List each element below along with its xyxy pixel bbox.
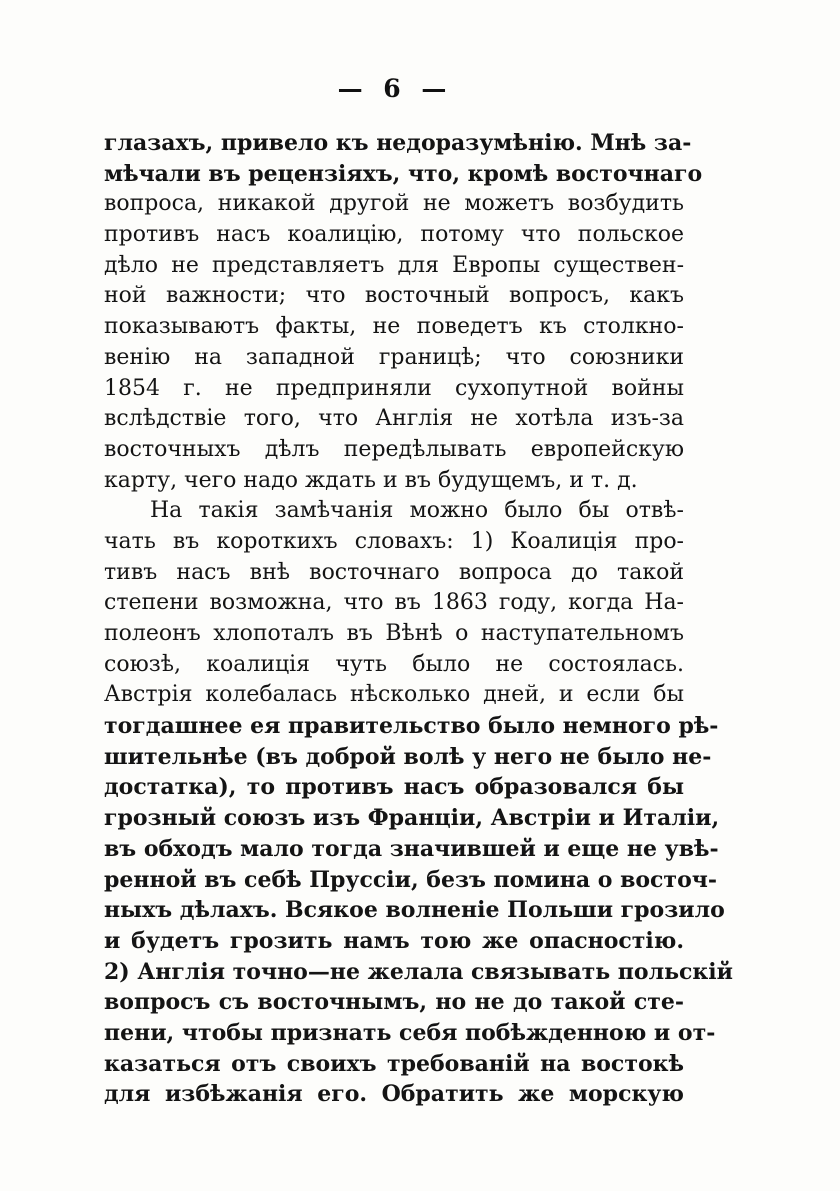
text-line: вслѣдствіе того, что Англія не хотѣла изъ-за	[104, 406, 684, 432]
text-line: достатка), то противъ насъ образовался бы	[104, 774, 684, 801]
text-line: для избѣжанія его. Обратить же морскую	[104, 1081, 684, 1108]
text-line: 1854 г. не предприняли сухопутной войны	[104, 375, 684, 401]
text-line: восточныхъ дѣлъ передѣлывать европейскую	[104, 436, 684, 462]
text-line: 2) Англія точно—не желала связывать польскій	[104, 958, 733, 985]
text-line: пени, чтобы признать себя побѣжденною и от-	[104, 1019, 716, 1046]
text-line: венію на западной границѣ; что союзники	[104, 344, 684, 370]
text-line: тогдашнее ея правительство было немного рѣ-	[104, 713, 719, 740]
text-line: степени возможна, что въ 1863 году, когда На-	[104, 590, 684, 616]
text-line: полеонъ хлопоталъ въ Вѣнѣ о наступательномъ	[104, 621, 684, 646]
text-line: показываютъ факты, не поведетъ къ столкно-	[104, 314, 684, 340]
text-line: ныхъ дѣлахъ. Всякое волненіе Польши грозило	[104, 897, 725, 924]
text-line: въ обходъ мало тогда значившей и еще не увѣ-	[104, 835, 719, 862]
text-line: Австрія колебалась нѣсколько дней, и если бы	[104, 682, 684, 708]
text-line: грозный союзъ изъ Франціи, Австріи и Италіи,	[104, 805, 720, 832]
text-line: вопросъ съ восточнымъ, но не до такой сте-	[104, 989, 684, 1016]
text-line: ренной въ себѣ Пруссіи, безъ помина о восточ-	[104, 866, 717, 893]
page-number: — 6 —	[337, 74, 453, 103]
text-line: союзѣ, коалиція чуть было не состоялась.	[104, 651, 684, 677]
text-line: и будетъ грозить намъ тою же опасностію.	[104, 927, 684, 954]
text-line: На такія замѣчанія можно было бы отвѣ-	[150, 498, 684, 524]
text-line: глазахъ, привело къ недоразумѣнію. Мнѣ за-	[104, 130, 692, 156]
text-line: дѣло не представляетъ для Европы существен-	[104, 252, 684, 278]
text-line: мѣчали въ рецензіяхъ, что, кромѣ восточнаго	[104, 160, 703, 187]
text-line: вопроса, никакой другой не можетъ возбудить	[104, 191, 684, 217]
text-line: шительнѣе (въ доброй волѣ у него не было не-	[104, 743, 712, 770]
text-line: карту, чего надо ждать и въ будущемъ, и т. д.	[104, 467, 638, 493]
text-line: чать въ короткихъ словахъ: 1) Коалиція про-	[104, 528, 684, 554]
text-line: тивъ насъ внѣ восточнаго вопроса до такой	[104, 559, 684, 585]
text-line: ной важности; что восточный вопросъ, какъ	[104, 283, 684, 309]
text-line: казаться отъ своихъ требованій на востокѣ	[104, 1050, 684, 1077]
body-text	[104, 128, 733, 1110]
text-line: противъ насъ коалицію, потому что польское	[104, 222, 684, 248]
